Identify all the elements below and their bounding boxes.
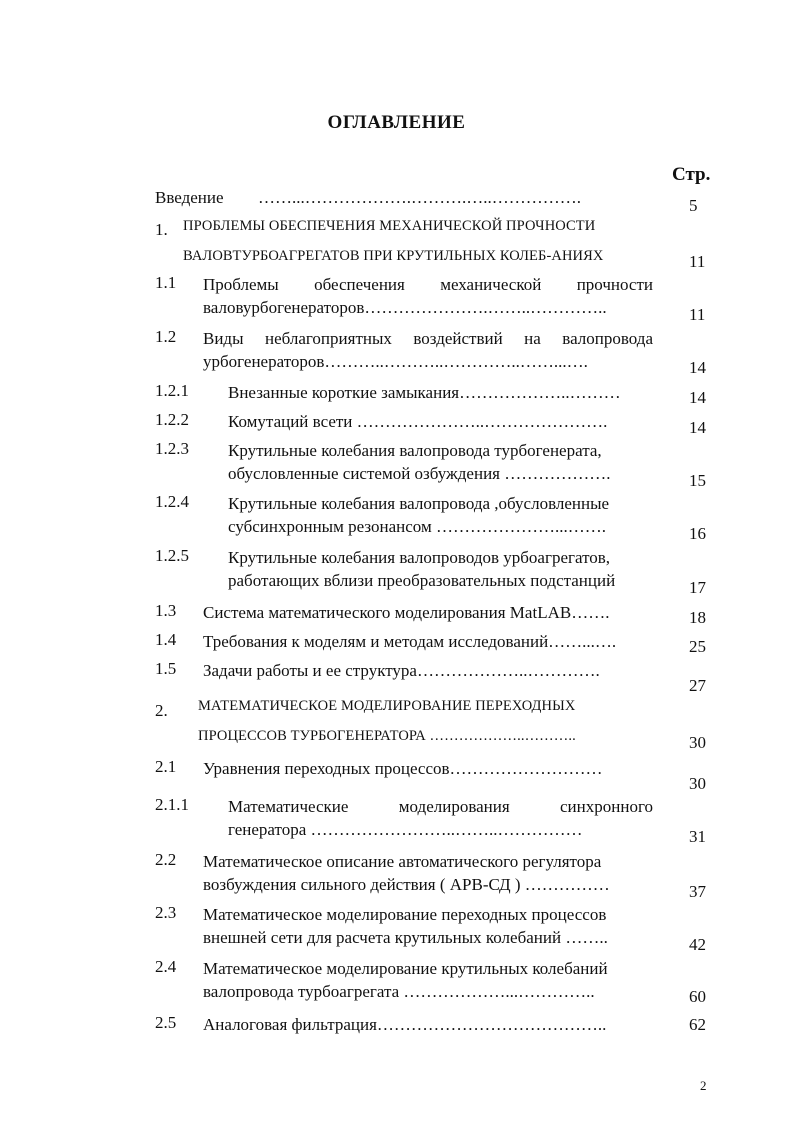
toc-entry-number: 1. xyxy=(155,220,168,239)
toc-entry-page: 11 xyxy=(689,252,706,271)
toc-entry-text xyxy=(203,273,653,319)
toc-entry-page: 37 xyxy=(689,882,706,901)
toc-entry-text: Требования к моделям и методам исследований……...…. xyxy=(203,632,617,651)
toc-entry-line: возбуждения сильного действия ( АРВ-СД ) …………… xyxy=(203,875,610,894)
toc-entry-page: 15 xyxy=(689,471,706,490)
toc-entry-line: валовурбогенераторов………………….……..………….. xyxy=(203,298,607,317)
toc-entry-line: Математическое моделирование крутильных колебаний xyxy=(203,959,608,978)
toc-entry-text xyxy=(228,546,653,592)
toc-entry-text: Уравнения переходных процессов……………………… xyxy=(203,759,603,778)
toc-entry-leader: ……...……………….……….…..……………. xyxy=(258,188,581,207)
toc-entry-page: 25 xyxy=(689,637,706,656)
toc-entry-text xyxy=(203,957,653,1003)
toc-entry-line: Крутильные колебания валопроводов урбоагрегатов, xyxy=(228,548,611,567)
toc-entry-line: урбогенераторов………..………..…………..……...…. xyxy=(203,352,588,371)
toc-entry-page: 31 xyxy=(689,827,706,846)
toc-entry-number: 1.5 xyxy=(155,659,177,678)
toc-entry-number: 2.5 xyxy=(155,1013,177,1032)
toc-entry-page: 5 xyxy=(689,196,698,215)
toc-entry-number: 1.2.3 xyxy=(155,439,189,458)
toc-entry-number: 2. xyxy=(155,701,168,720)
toc-entry-number: 2.3 xyxy=(155,903,177,922)
toc-entry-number: 1.2.2 xyxy=(155,410,189,429)
toc-entry-text xyxy=(203,327,653,373)
toc-entry-page: 11 xyxy=(689,305,706,324)
toc-entry-number: 2.4 xyxy=(155,957,177,976)
toc-entry-line: ПРОБЛЕМЫ ОБЕСПЕЧЕНИЯ МЕХАНИЧЕСКОЙ ПРОЧНОСТИ xyxy=(183,218,596,234)
toc-entry-line: Математическое описание автоматического регулятора xyxy=(203,852,602,871)
toc-entry-page: 62 xyxy=(689,1015,706,1034)
toc-entry-page: 30 xyxy=(689,774,706,793)
toc-entry-text xyxy=(183,211,663,271)
toc-entry-title: Введение xyxy=(155,188,224,207)
toc-entry-line: ПРОЦЕССОВ ТУРБОГЕНЕРАТОРА ………………..……….. xyxy=(198,728,576,744)
toc-entry-text xyxy=(228,439,653,485)
toc-entry-line: валопровода турбоагрегата ………………...………….. xyxy=(203,982,595,1001)
toc-entry-page: 27 xyxy=(689,676,706,695)
page-number: 2 xyxy=(700,1078,707,1093)
toc-entry-text xyxy=(203,903,653,949)
toc-entry-text xyxy=(203,850,653,896)
toc-entry-page: 17 xyxy=(689,578,706,597)
toc-entry-text xyxy=(228,492,653,538)
toc-entry-number: 2.1 xyxy=(155,757,177,776)
toc-entry-line: работающих вблизи преобразовательных подстанций xyxy=(228,571,616,590)
toc-entry-page: 30 xyxy=(689,733,706,752)
toc-entry-page: 14 xyxy=(689,358,706,377)
toc-entry-line: Проблемы обеспечения механической прочности xyxy=(203,275,653,294)
toc-entry-line: Математические моделирования синхронного xyxy=(228,797,653,816)
page-column-header: Стр. xyxy=(672,164,711,185)
page-title: ОГЛАВЛЕНИЕ xyxy=(327,112,466,133)
toc-entry-page: 42 xyxy=(689,935,706,954)
toc-entry-line: Виды неблагоприятных воздействий на валопровода xyxy=(203,329,653,348)
toc-entry-number: 1.2.4 xyxy=(155,492,189,511)
toc-entry-line: Крутильные колебания валопровода турбогенерата, xyxy=(228,441,602,460)
toc-entry-number: 1.2 xyxy=(155,327,177,346)
toc-entry-text xyxy=(228,795,653,841)
toc-entry-text: Аналоговая фильтрация………………………………….. xyxy=(203,1015,607,1034)
toc-entry-number: 1.3 xyxy=(155,601,177,620)
toc-entry-line: обусловленные системой озбуждения ………………. xyxy=(228,464,611,483)
toc-entry-line: Математическое моделирование переходных процессов xyxy=(203,905,607,924)
toc-entry-number: 1.2.1 xyxy=(155,381,189,400)
toc-entry-line: внешней сети для расчета крутильных колебаний …….. xyxy=(203,928,608,947)
toc-entry-page: 14 xyxy=(689,388,706,407)
toc-entry-page: 60 xyxy=(689,987,706,1006)
toc-entry-number: 2.2 xyxy=(155,850,177,869)
toc-entry-text: Система математического моделирования MatLAB……. xyxy=(203,603,610,622)
toc-entry-page: 16 xyxy=(689,524,706,543)
toc-entry-text: Комутаций всети …………………..…………………. xyxy=(228,412,608,431)
toc-entry-line: субсинхронным резонансом …………………...……. xyxy=(228,517,606,536)
toc-entry-line: МАТЕМАТИЧЕСКОЕ МОДЕЛИРОВАНИЕ ПЕРЕХОДНЫХ xyxy=(198,698,576,714)
toc-entry-line: ВАЛОВТУРБОАГРЕГАТОВ ПРИ КРУТИЛЬНЫХ КОЛЕБ-АНИЯХ xyxy=(183,248,604,264)
toc-entry-number: 1.1 xyxy=(155,273,177,292)
toc-entry-number: 2.1.1 xyxy=(155,795,189,814)
toc-entry-text: Внезанные короткие замыкания………………..……… xyxy=(228,383,621,402)
toc-entry-page: 14 xyxy=(689,418,706,437)
toc-entry-page: 18 xyxy=(689,608,706,627)
toc-entry-line: генератора ……………………..……..…………… xyxy=(228,820,583,839)
toc-entry-number: 1.2.5 xyxy=(155,546,189,565)
toc-entry-number: 1.4 xyxy=(155,630,177,649)
toc-entry-text xyxy=(198,691,658,751)
toc-entry-line: Крутильные колебания валопровода ,обусловленные xyxy=(228,494,610,513)
toc-entry-text: Задачи работы и ее структура………………..…………. xyxy=(203,661,600,680)
